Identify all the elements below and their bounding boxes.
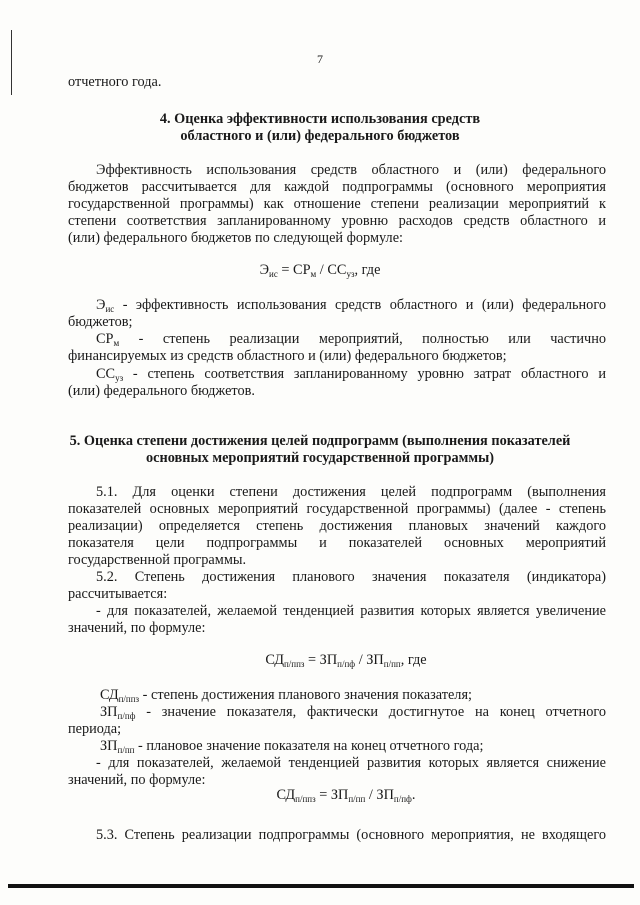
text-line: - для показателей, желаемой тенденцией развития которых является снижение xyxy=(96,755,606,771)
text-line: (или) федерального бюджетов по следующей формуле: xyxy=(68,230,404,246)
text-line: 5.1. Для оценки степени достижения целей подпрограмм (выполнения xyxy=(96,484,606,500)
text-line: показателей основных мероприятий государственной программы) (далее - степень xyxy=(68,501,606,517)
text-line: степени соответствия запланированному уровню расходов средств областного и xyxy=(68,213,606,229)
text-line: государственной программы) как отношение степени реализации мероприятий к xyxy=(68,196,606,212)
formula-increase: $СД_{п/ппз} = ЗП_{п/пф} / ЗП_{п/пп}$, где xyxy=(265,652,427,669)
text-line: значений, по формуле: xyxy=(68,620,206,636)
section-5-heading-cont: основных мероприятий государственной программы) xyxy=(145,450,494,466)
text-line: рассчитывается: xyxy=(68,586,168,602)
text-line: 5.3. Степень реализации подпрограммы (основного мероприятия, не входящего xyxy=(96,827,606,843)
definition-line: $СД_{п/ппз}$ - степень достижения планового значения показателя; xyxy=(100,687,472,704)
section-4-heading-cont: областного и (или) федерального бюджетов xyxy=(180,128,460,144)
text-line: периода; xyxy=(68,721,122,737)
text-line: бюджетов; xyxy=(68,314,133,330)
page-bottom-rule xyxy=(8,884,634,888)
formula-decrease: $СД_{п/ппз} = ЗП_{п/пп} / ЗП_{п/пф}$. xyxy=(276,787,416,804)
section-4-heading: 4. Оценка эффективности использования средств xyxy=(159,111,481,127)
text-line: реализации) определяется степень достижения плановых значений каждого xyxy=(68,518,606,534)
text-line: значений, по формуле: xyxy=(68,772,206,788)
definition-line: $СС_{уз}$ - степень соответствия запланированному уровню затрат областного и xyxy=(96,366,606,383)
text-line: бюджетов рассчитывается для каждой подпрограммы (основного мероприятия xyxy=(68,179,606,195)
page-number: 7 xyxy=(317,52,323,66)
text-line: показателя цели подпрограммы и показателей основных мероприятий xyxy=(68,535,606,551)
definition-line: $ЗП_{п/пф}$ - значение показателя, фактически достигнутое на конец отчетного xyxy=(100,704,606,721)
text-line: отчетного года. xyxy=(68,74,162,90)
text-line: государственной программы. xyxy=(68,552,247,568)
definition-line: $СР_м$ - степень реализации мероприятий, полностью или частично xyxy=(96,331,606,348)
definition-line: $ЗП_{п/пп}$ - плановое значение показателя на конец отчетного года; xyxy=(100,738,484,755)
text-line: 5.2. Степень достижения планового значения показателя (индикатора) xyxy=(96,569,606,585)
formula-efficiency: $Э_{ис} = СР_м / СС_{уз}$, где xyxy=(259,262,381,279)
text-line: (или) федерального бюджетов. xyxy=(68,383,255,399)
section-5-heading: 5. Оценка степени достижения целей подпрограмм (выполнения показателей xyxy=(69,433,571,449)
text-line: финансируемых из средств областного и (или) федерального бюджетов; xyxy=(68,348,507,364)
definition-line: $Э_{ис}$ - эффективность использования средств областного и (или) федерального xyxy=(96,297,606,314)
text-line: - для показателей, желаемой тенденцией развития которых является увеличение xyxy=(96,603,606,619)
text-line: Эффективность использования средств областного и (или) федерального xyxy=(96,162,606,178)
